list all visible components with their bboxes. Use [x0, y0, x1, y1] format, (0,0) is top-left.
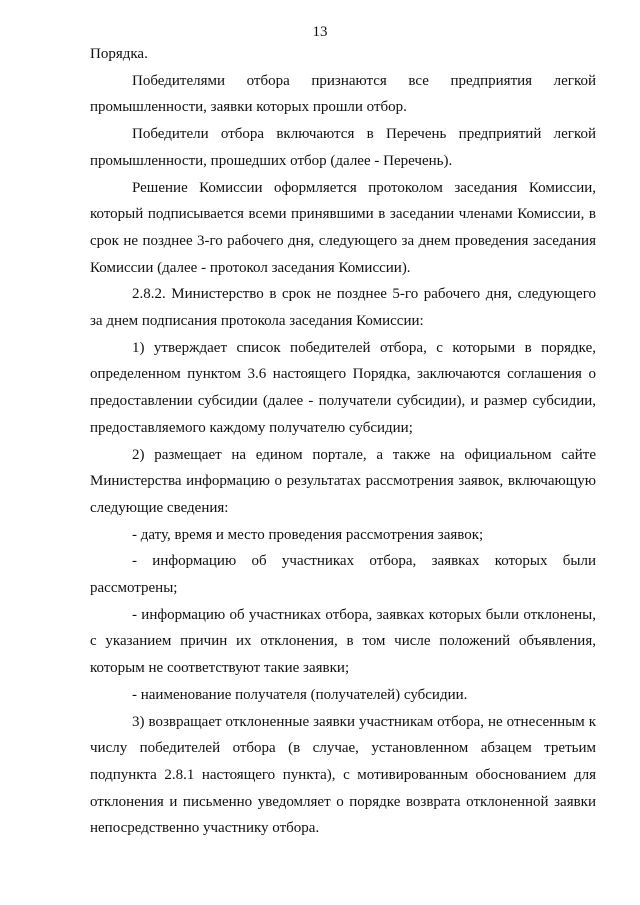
paragraph-continuation: Порядка. — [90, 46, 148, 62]
paragraph-winners-recognized: Победителями отбора признаются все предприятия легкой промышленности, заявки которых прошли отбор. — [90, 72, 596, 116]
paragraph-winners-list: Победители отбора включаются в Перечень предприятий легкой промышленности, прошедших отбор (далее - Перечень). — [90, 126, 596, 169]
paragraph-bullet-rejected: - информацию об участниках отбора, заявках которых были отклонены, с указанием причин их отклонения, в том числе положений объявления, которым не соответствуют такие заявки; — [90, 606, 596, 677]
paragraph-bullet-reviewed: - информацию об участниках отбора, заявках которых были рассмотрены; — [90, 553, 596, 597]
paragraph-bullet-date: - дату, время и место проведения рассмотрения заявок; — [132, 526, 484, 543]
document-body — [90, 41, 596, 842]
paragraph-item-1: 1) утверждает список победителей отбора, с которыми в порядке, определенном пунктом 3.6 настоящего Порядка, заключаются соглашения о предоставлении субсидии (далее - получатели субсидии), и размер субсидии, предоставляемого каждому получателю субсидии; — [90, 339, 596, 436]
paragraph-commission-decision: Решение Комиссии оформляется протоколом заседания Комиссии, который подписывается всеми принявшими в заседании членами Комиссии, в срок не позднее 3-го рабочего дня, следующего за днем проведения заседания Комиссии (далее - протокол заседания Комиссии). — [90, 179, 596, 276]
page-number: 13 — [312, 24, 328, 40]
paragraph-2-8-2: 2.8.2. Министерство в срок не позднее 5-го рабочего дня, следующего за днем подписания протокола заседания Комиссии: — [90, 286, 596, 330]
paragraph-bullet-recipient: - наименование получателя (получателей) субсидии. — [132, 686, 468, 703]
paragraph-item-2: 2) размещает на едином портале, а также на официальном сайте Министерства информацию о результатах рассмотрения заявок, включающую следующие сведения: — [90, 446, 596, 516]
paragraph-item-3: 3) возвращает отклоненные заявки участникам отбора, не отнесенным к числу победителей отбора (в случае, установленном абзацем третьим подпункта 2.8.1 настоящего пункта), с мотивированным обоснованием для отклонения и письменно уведомляет о порядке возврата отклоненной заявки непосредственно участнику отбора. — [90, 713, 596, 837]
